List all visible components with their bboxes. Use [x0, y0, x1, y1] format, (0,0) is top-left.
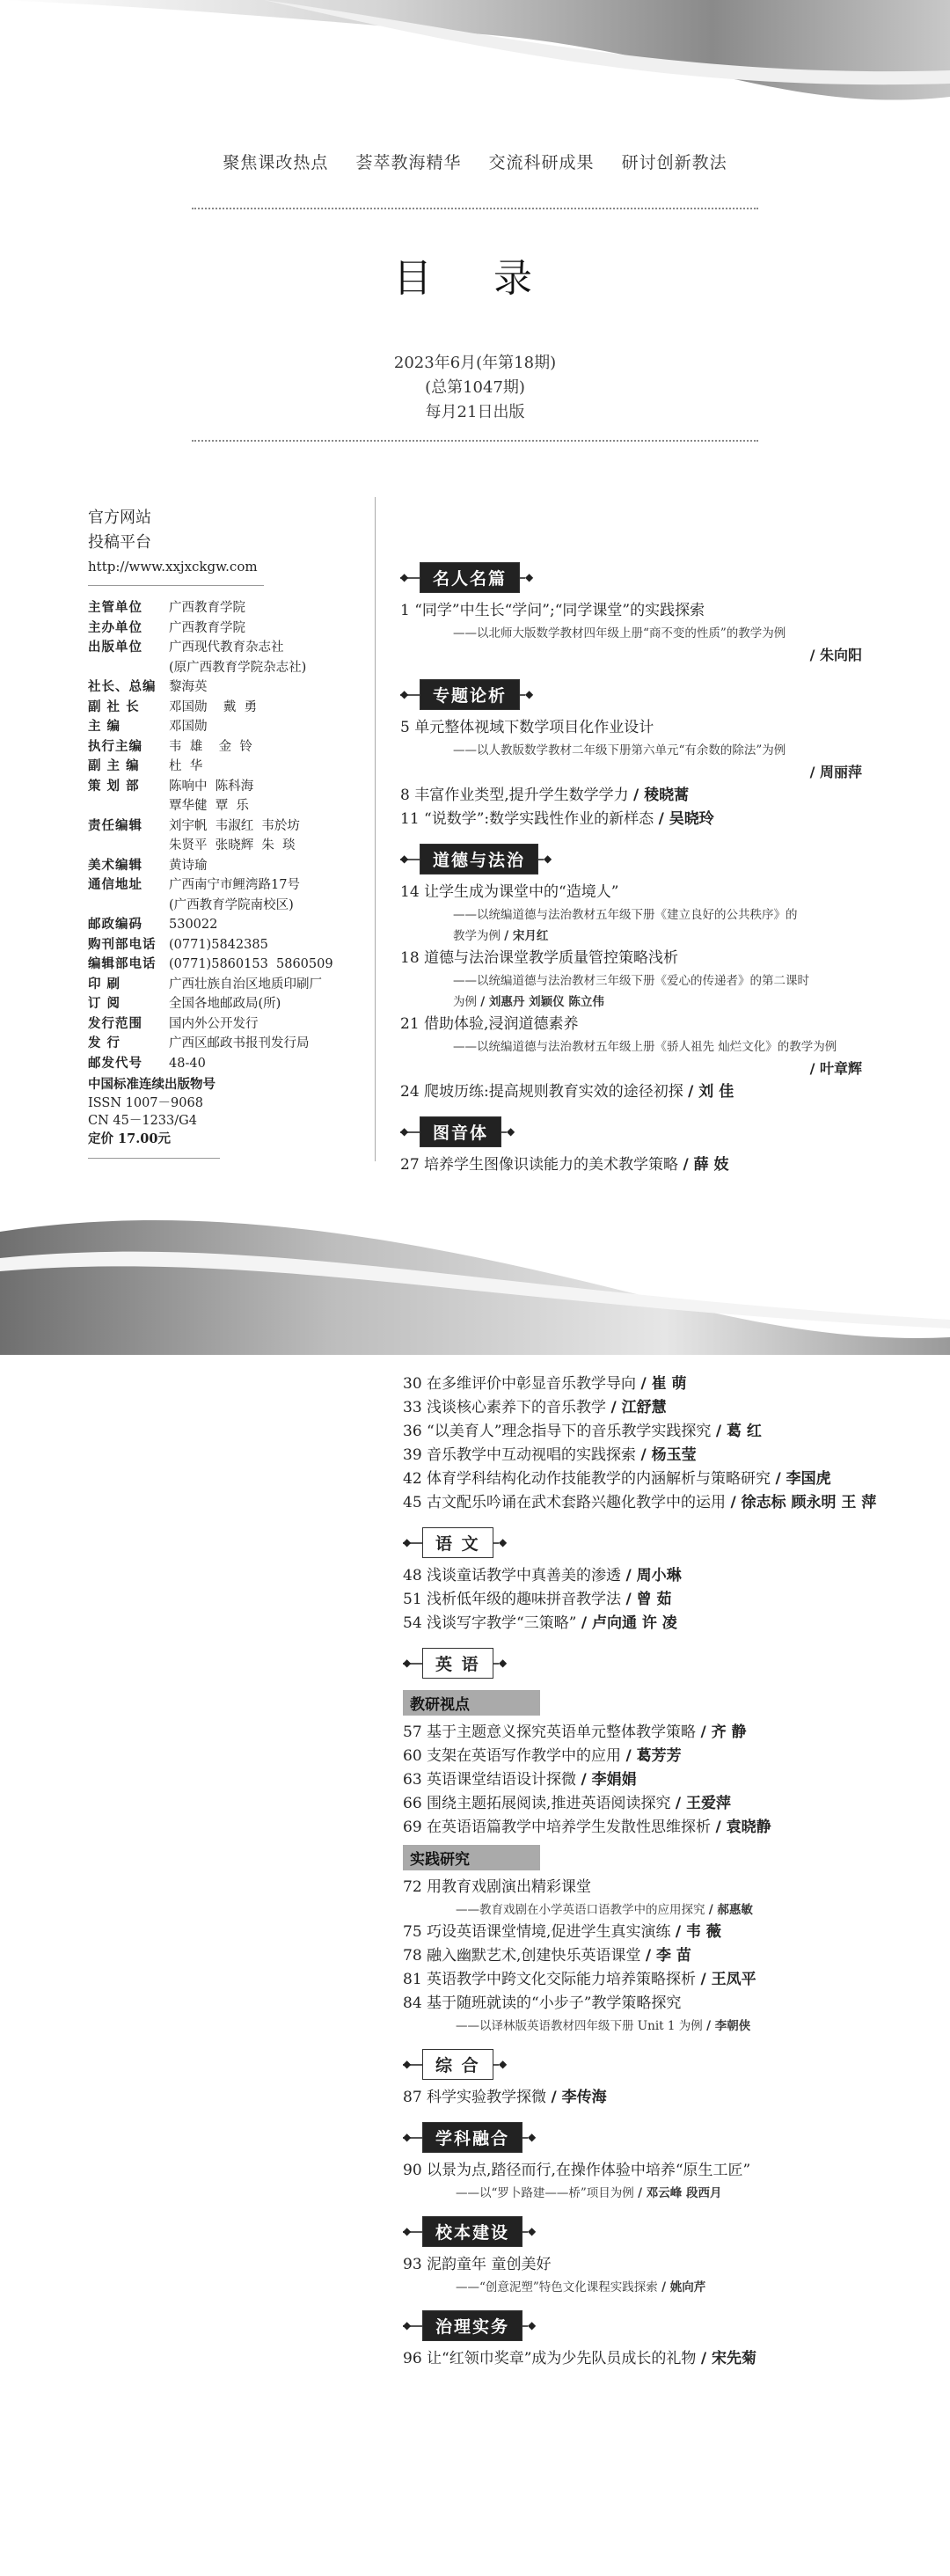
section-header [400, 844, 862, 874]
toc-subtitle: ——以统编道德与法治教材五年级下册《建立良好的公共秩序》的 [453, 908, 798, 922]
section-label: 图音体 [420, 1116, 501, 1147]
diamond-icon: ◆ [528, 2131, 537, 2143]
masthead-value: 黄诗瑜 [169, 858, 208, 873]
author-name: / 卢向通 许 凌 [581, 1614, 677, 1632]
masthead-key: 副 社 长 [88, 699, 140, 714]
diamond-icon: ◆ [400, 571, 409, 583]
diamond-icon: ◆ [528, 2319, 537, 2331]
website-link[interactable]: http://www.xxjxckgw.com [88, 559, 258, 574]
toc-entry[interactable]: 51 浅析低年级的趣味拼音教学法 / 曾 茹 [403, 1591, 672, 1608]
slogan-item: 聚焦课改热点 [223, 153, 329, 172]
toc-entry[interactable]: 30 在多维评价中彰显音乐教学导向 / 崔 萌 [403, 1375, 687, 1393]
author-name: / 吴晓玲 [658, 810, 714, 828]
toc-entry[interactable]: 54 浅谈写字教学“三策略” / 卢向通 许 凌 [403, 1614, 677, 1632]
masthead-value: 朱贤平 张晓辉 朱 琰 [169, 838, 296, 853]
author-name: / 刘惠丹 刘颖仪 陈立伟 [480, 995, 604, 1009]
section-header [403, 2122, 895, 2152]
toc-subtitle: ——以统编道德与法治教材三年级下册《爱心的传递者》的第二课时 [453, 974, 809, 988]
section-label: 校本建设 [422, 2216, 522, 2247]
toc-subtitle: 教学为例 / 宋月红 [453, 929, 549, 943]
masthead-key: 编辑部电话 [88, 956, 157, 971]
toc-subtitle: ——教育戏剧在小学英语口语教学中的应用探究 / 郝惠敏 [456, 1903, 753, 1917]
slogan-item: 研讨创新教法 [621, 153, 727, 172]
section-label: 英 语 [422, 1648, 493, 1679]
toc-entry[interactable]: 42 体育学科结构化动作技能教学的内涵解析与策略研究 / 李国虎 [403, 1470, 831, 1488]
author-name: / 徐志标 顾永明 王 萍 [730, 1494, 877, 1511]
toc-subtitle: ——以北师大版数学教材四年级上册“商不变的性质”的教学为例 [453, 626, 786, 640]
masthead-row [88, 915, 378, 935]
section-header [403, 2310, 895, 2340]
masthead-row [88, 796, 378, 816]
diamond-icon: ◆ [400, 853, 409, 865]
section-label: 综 合 [422, 2049, 493, 2080]
diamond-icon: ◆ [403, 1536, 412, 1548]
diamond-icon: ◆ [499, 1657, 508, 1669]
toc-entry[interactable]: 39 音乐教学中互动视唱的实践探索 / 杨玉莹 [403, 1446, 697, 1464]
cn-number: CN 45－1233/G4 [88, 1114, 197, 1128]
masthead-row [88, 638, 378, 658]
page-title: 目 录 [393, 256, 557, 301]
toc-entry[interactable]: 45 古文配乐吟诵在武术套路兴趣化教学中的运用 / 徐志标 顾永明 王 萍 [403, 1494, 877, 1511]
toc-entry[interactable]: 75 巧设英语课堂情境,促进学生真实演练 / 韦 薇 [403, 1923, 721, 1941]
masthead-key [88, 896, 169, 916]
divider [192, 440, 758, 442]
section-header [400, 679, 862, 709]
author-name: / 刘 佳 [688, 1083, 734, 1101]
author-name: / 李传海 [551, 2089, 607, 2106]
author-name: / 江舒慧 [610, 1399, 667, 1416]
toc-entry[interactable]: 18 道德与法治课堂教学质量管控策略浅析 [400, 949, 679, 967]
toc-entry[interactable]: 90 以景为点,踏径而行,在操作体验中培养“原生工匠” [403, 2162, 751, 2179]
masthead-value: 广西现代教育杂志社 [169, 640, 284, 655]
toc-entry[interactable]: 1 “同学”中生长“学问”;“同学课堂”的实践探索 [400, 602, 705, 619]
masthead-value: 48-40 [169, 1056, 206, 1071]
masthead-row [88, 1034, 378, 1054]
serial-standard: 中国标准连续出版物号 [88, 1077, 216, 1092]
diamond-icon: ◆ [400, 688, 409, 700]
diamond-icon: ◆ [403, 2225, 412, 2237]
issue-date: 2023年6月(年第18期) [393, 354, 557, 372]
section-label: 语 文 [422, 1527, 493, 1558]
section-header [403, 1527, 895, 1557]
section-header [403, 2216, 895, 2246]
toc-section-2 [403, 1372, 895, 2371]
author-name: / 葛芳芳 [625, 1747, 682, 1765]
masthead-key: 发 行 [88, 1036, 121, 1050]
slogan-item: 交流科研成果 [488, 153, 595, 172]
author-name: / 李国虎 [775, 1470, 831, 1488]
diamond-icon: ◆ [403, 1657, 412, 1669]
author-name: / 王爱萍 [675, 1795, 731, 1812]
toc-entry[interactable]: 36 “以美育人”理念指导下的音乐教学实践探究 / 葛 红 [403, 1423, 762, 1440]
section-label: 治理实务 [422, 2310, 522, 2341]
toc-entry[interactable]: 21 借助体验,浸润道德素养 [400, 1015, 579, 1033]
masthead-value: 广西教育学院 [169, 620, 245, 635]
masthead-row [88, 658, 378, 678]
author-name: / 薛 妓 [683, 1156, 729, 1174]
masthead-row [88, 1054, 378, 1074]
section-header [403, 2049, 895, 2079]
toc-entry[interactable]: 93 泥韵童年 童创美好 [403, 2256, 552, 2273]
masthead-row [88, 935, 378, 955]
masthead-row [88, 875, 378, 896]
masthead-key [88, 658, 169, 678]
decorative-swoosh-bottom [0, 1197, 950, 1355]
toc-author: / 朱向阳 [809, 647, 862, 663]
toc-section-1 [400, 550, 862, 1177]
masthead-value: 杜 华 [169, 759, 203, 773]
column-divider [375, 497, 376, 1161]
author-name: / 袁晓静 [715, 1819, 771, 1836]
slogan [0, 150, 950, 173]
masthead-key: 责任编辑 [88, 817, 142, 833]
author-name: / 崔 萌 [640, 1375, 687, 1393]
author-name: / 周小琳 [625, 1567, 682, 1584]
masthead-key: 主管单位 [88, 600, 142, 615]
masthead-value: 全国各地邮政局(所) [169, 997, 281, 1011]
masthead-key: 美术编辑 [88, 857, 142, 873]
toc-author: / 周丽萍 [809, 764, 862, 780]
toc-subtitle: ——“创意泥塑”特色文化课程实践探索 / 姚向芹 [456, 2280, 706, 2294]
masthead-value: 覃华健 覃 乐 [169, 799, 249, 813]
section-header [400, 562, 862, 592]
toc-subtitle: 为例 / 刘惠丹 刘颖仪 陈立伟 [453, 995, 604, 1009]
masthead-row [88, 994, 378, 1014]
masthead-value: 广西南宁市鲤湾路17号 [169, 878, 300, 892]
issue-publish-day: 每月21日出版 [425, 403, 525, 421]
issn: ISSN 1007－9068 [88, 1096, 203, 1110]
masthead-value: (0771)5860153 5860509 [169, 957, 333, 971]
masthead-row [88, 757, 378, 777]
toc-entry[interactable]: 81 英语教学中跨文化交际能力培养策略探析 / 王凤平 [403, 1971, 756, 1988]
toc-subtitle: ——以统编道德与法治教材五年级上册《骄人祖先 灿烂文化》的教学为例 [453, 1040, 837, 1054]
masthead-value: 陈响中 陈科海 [169, 779, 254, 794]
divider [192, 208, 758, 209]
diamond-icon: ◆ [507, 1125, 515, 1138]
masthead-value: 530022 [169, 918, 218, 932]
toc-entry[interactable]: 84 基于随班就读的“小步子”教学策略探究 [403, 1994, 682, 2012]
masthead-row [88, 896, 378, 916]
section-label: 专题论析 [420, 679, 520, 710]
masthead-key: 邮发代号 [88, 1055, 142, 1071]
masthead-value: 黎海英 [169, 680, 208, 694]
masthead-row [88, 816, 378, 837]
author-name: / 曾 茹 [625, 1591, 672, 1608]
masthead-key: 邮政编码 [88, 917, 142, 932]
masthead-key: 购刊部电话 [88, 936, 157, 952]
author-name: / 韦 薇 [675, 1923, 721, 1941]
author-name: / 杨玉莹 [640, 1446, 697, 1464]
author-name: / 李 苗 [645, 1947, 691, 1965]
masthead-row [88, 717, 378, 737]
masthead-row [88, 677, 378, 698]
masthead-key: 印 刷 [88, 976, 121, 992]
diamond-icon: ◆ [499, 2058, 508, 2070]
diamond-icon: ◆ [403, 2058, 412, 2070]
author-name: / 宋月红 [504, 929, 549, 943]
subsection-label: 实践研究 [403, 1845, 540, 1870]
masthead-row [88, 975, 378, 995]
diamond-icon: ◆ [403, 2131, 412, 2143]
masthead-key: 执行主编 [88, 738, 142, 754]
toc-entry[interactable]: 69 在英语语篇教学中培养学生发散性思维探析 / 袁晓静 [403, 1819, 771, 1836]
masthead-key: 主办单位 [88, 619, 142, 635]
slogan-item: 荟萃教海精华 [355, 153, 462, 172]
toc-entry[interactable]: 11 “说数学”:数学实践性作业的新样态 / 吴晓玲 [400, 810, 714, 828]
masthead-value: 广西教育学院 [169, 601, 245, 615]
toc-subtitle: ——以译林版英语教材四年级下册 Unit 1 为例 / 李朝侠 [456, 2019, 751, 2033]
toc-entry[interactable]: 8 丰富作业类型,提升学生数学学力 / 稜晓蒿 [400, 787, 690, 804]
toc-author: / 叶章辉 [809, 1060, 862, 1077]
toc-entry[interactable]: 57 基于主题意义探究英语单元整体教学策略 / 齐 静 [403, 1723, 747, 1741]
toc-entry[interactable]: 63 英语课堂结语设计探微 / 李娟娟 [403, 1771, 637, 1789]
toc-entry[interactable]: 60 支架在英语写作教学中的应用 / 葛芳芳 [403, 1747, 682, 1765]
author-name: / 邓云峰 段西月 [638, 2186, 722, 2200]
decorative-swoosh-top [0, 0, 950, 141]
diamond-icon: ◆ [499, 1536, 508, 1548]
official-site-label: 官方网站 [88, 509, 151, 527]
toc-entry[interactable]: 78 融入幽默艺术,创建快乐英语课堂 / 李 苗 [403, 1947, 691, 1965]
divider [88, 1158, 220, 1159]
toc-entry[interactable]: 14 让学生成为课堂中的“造境人” [400, 883, 619, 901]
diamond-icon: ◆ [403, 2319, 412, 2331]
toc-entry[interactable]: 72 用教育戏剧演出精彩课堂 [403, 1878, 592, 1896]
toc-entry[interactable]: 5 单元整体视域下数学项目化作业设计 [400, 719, 654, 736]
masthead-row [88, 777, 378, 797]
author-name: / 姚向芹 [661, 2280, 706, 2294]
masthead-value: 广西区邮政书报刊发行局 [169, 1036, 310, 1050]
section-header [400, 1116, 862, 1146]
diamond-icon: ◆ [525, 571, 534, 583]
author-name: / 葛 红 [715, 1423, 762, 1440]
diamond-icon: ◆ [525, 688, 534, 700]
masthead-row [88, 836, 378, 856]
masthead-value: 邓国勋 [169, 720, 208, 734]
masthead-row [88, 598, 378, 618]
masthead-key [88, 836, 169, 856]
author-name: / 郝惠敏 [708, 1903, 753, 1917]
section-header [403, 1648, 895, 1678]
masthead-key: 通信地址 [88, 877, 142, 892]
masthead-row [88, 1014, 378, 1035]
toc-entry[interactable]: 96 让“红领巾奖章”成为少先队员成长的礼物 / 宋先菊 [403, 2350, 756, 2367]
author-name: / 王凤平 [700, 1971, 756, 1988]
masthead-row [88, 856, 378, 876]
masthead-value: (0771)5842385 [169, 937, 268, 952]
masthead-key: 主 编 [88, 719, 121, 734]
masthead-key: 出版单位 [88, 640, 142, 655]
masthead-row [88, 618, 378, 639]
price: 定价 17.00元 [88, 1131, 171, 1146]
author-name: / 齐 静 [700, 1723, 747, 1741]
masthead-value: 国内外公开发行 [169, 1016, 259, 1031]
toc-entry[interactable]: 33 浅谈核心素养下的音乐教学 / 江舒慧 [403, 1399, 667, 1416]
author-name: / 李朝侠 [706, 2019, 751, 2033]
masthead-key: 社长、总编 [88, 679, 157, 694]
toc-entry[interactable]: 24 爬坡历练:提高规则教育实效的途径初探 / 刘 佳 [400, 1083, 734, 1101]
toc-entry[interactable]: 66 围绕主题拓展阅读,推进英语阅读探究 / 王爱萍 [403, 1795, 731, 1812]
subsection-label: 教研视点 [403, 1690, 540, 1716]
masthead-key: 订 阅 [88, 996, 121, 1011]
masthead-row [88, 737, 378, 757]
masthead-value: 广西壮族自治区地质印刷厂 [169, 977, 322, 992]
masthead-row [88, 698, 378, 718]
diamond-icon: ◆ [544, 853, 552, 865]
contents-page-2 [0, 1355, 950, 2576]
masthead-rows [88, 598, 378, 1073]
divider [88, 585, 264, 586]
toc-subtitle: ——以人教版数学教材二年级下册第六单元“有余数的除法”为例 [453, 743, 786, 757]
diamond-icon: ◆ [528, 2225, 537, 2237]
author-name: / 宋先菊 [700, 2350, 756, 2367]
issue-total: (总第1047期) [425, 378, 525, 397]
diamond-icon: ◆ [400, 1125, 409, 1138]
masthead-value: 韦 雄 金 铃 [169, 739, 252, 754]
masthead-key: 副 主 编 [88, 758, 140, 773]
section-label: 道德与法治 [420, 844, 538, 875]
masthead-info [88, 506, 378, 1171]
toc-entry[interactable]: 27 培养学生图像识读能力的美术教学策略 / 薛 妓 [400, 1156, 729, 1174]
submission-label: 投稿平台 [88, 533, 151, 552]
masthead-value: 邓国勋 戴 勇 [169, 699, 258, 714]
author-name: / 李娟娟 [581, 1771, 637, 1789]
toc-entry[interactable]: 48 浅谈童话教学中真善美的渗透 / 周小琳 [403, 1567, 682, 1584]
masthead-value: (原广西教育学院杂志社) [169, 660, 307, 675]
masthead-key [88, 796, 169, 816]
toc-subtitle: ——以“罗卜路建——桥”项目为例 / 邓云峰 段西月 [456, 2186, 722, 2200]
masthead-key: 策 划 部 [88, 778, 140, 794]
author-name: / 稜晓蒿 [633, 787, 690, 804]
masthead-key: 发行范围 [88, 1015, 142, 1031]
section-label: 学科融合 [422, 2122, 522, 2153]
toc-entry[interactable]: 87 科学实验教学探微 / 李传海 [403, 2089, 607, 2106]
section-label: 名人名篇 [420, 562, 520, 593]
masthead-row [88, 955, 378, 975]
masthead-value: 刘宇帆 韦淑红 韦於坊 [169, 818, 300, 833]
masthead-value: (广西教育学院南校区) [169, 897, 294, 912]
